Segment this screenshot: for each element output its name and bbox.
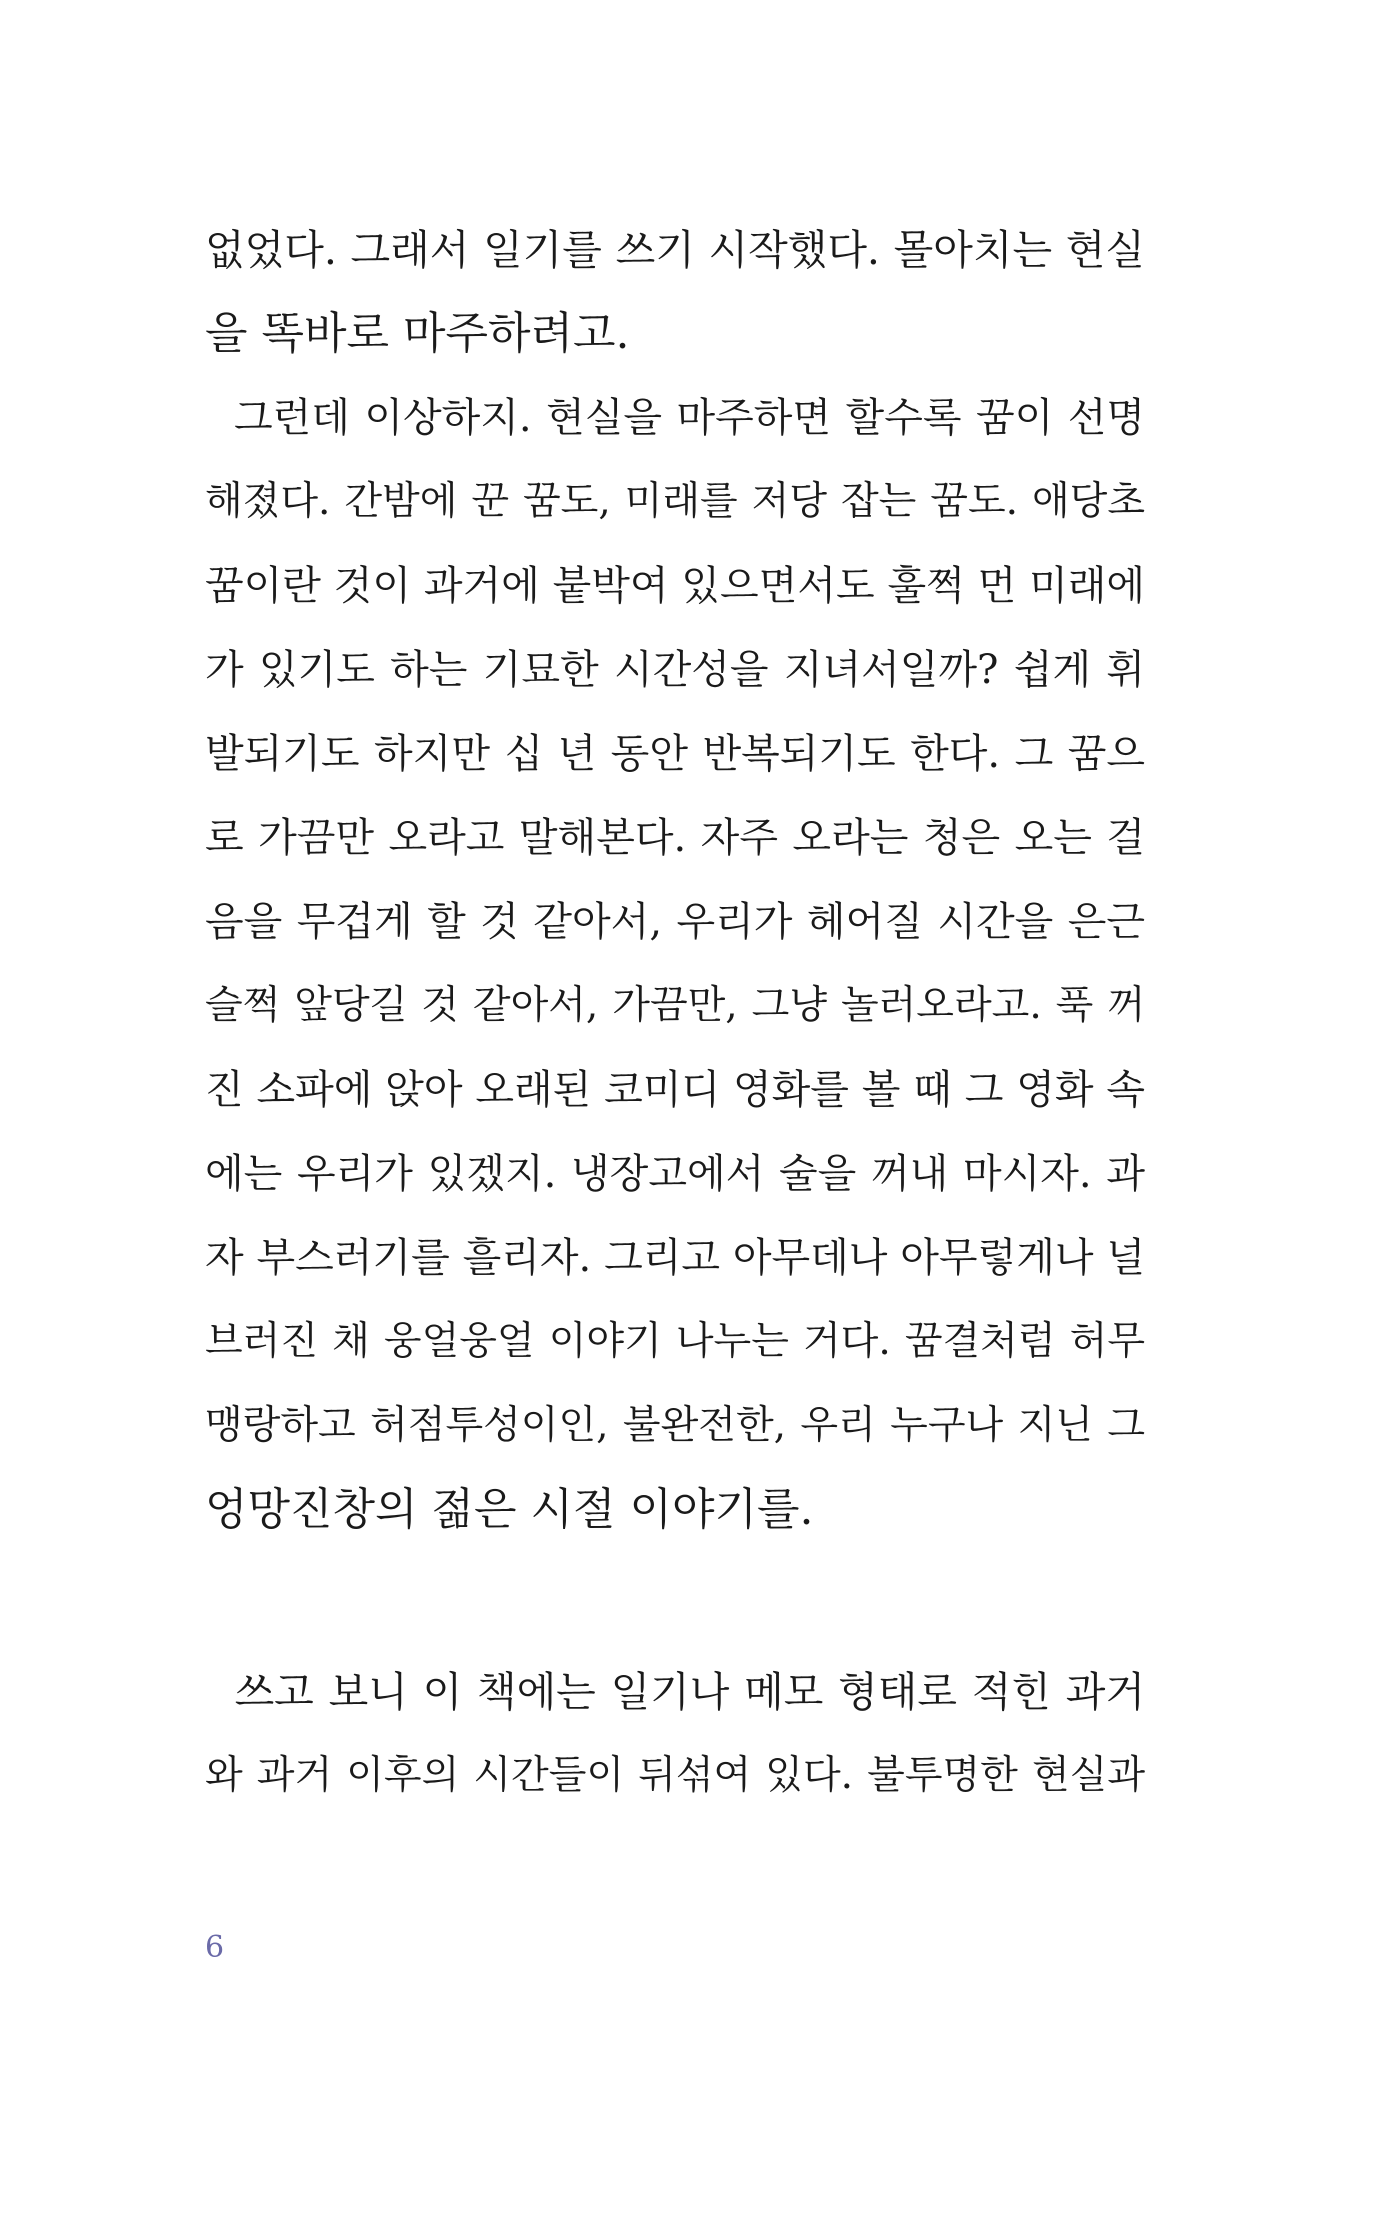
text-line: 맹랑하고 허점투성이인, 불완전한, 우리 누구나 지닌 그 [205,1403,1145,1448]
text-line: 진 소파에 앉아 오래된 코미디 영화를 볼 때 그 영화 속 [205,1067,1145,1113]
text-line: 가 있기도 하는 기묘한 시간성을 지녀서일까? 쉽게 휘 [205,647,1145,693]
text-line: 로 가끔만 오라고 말해본다. 자주 오라는 청은 오는 걸 [205,815,1145,861]
text-line: 자 부스러기를 흘리자. 그리고 아무데나 아무렇게나 널 [205,1235,1145,1281]
text-line: 브러진 채 웅얼웅얼 이야기 나누는 거다. 꿈결처럼 허무 [205,1319,1145,1364]
text-line: 없었다. 그래서 일기를 쓰기 시작했다. 몰아치는 현실 [205,226,1145,274]
text-line: 꿈이란 것이 과거에 붙박여 있으면서도 훌쩍 먼 미래에 [205,563,1145,609]
page-number: 6 [205,1930,225,1965]
text-line: 을 똑바로 마주하려고. [205,308,630,359]
text-line: 슬쩍 앞당길 것 같아서, 가끔만, 그냥 놀러오라고. 푹 꺼 [205,983,1145,1028]
text-line: 그런데 이상하지. 현실을 마주하면 할수록 꿈이 선명 [205,395,1145,441]
text-line: 해졌다. 간밤에 꾼 꿈도, 미래를 저당 잡는 꿈도. 애당초 [205,479,1145,524]
text-line: 엉망진창의 젊은 시절 이야기를. [205,1484,814,1535]
text-line: 쓰고 보니 이 책에는 일기나 메모 형태로 적힌 과거 [205,1668,1145,1716]
text-line: 발되기도 하지만 십 년 동안 반복되기도 한다. 그 꿈으 [205,731,1145,777]
text-line: 음을 무겁게 할 것 같아서, 우리가 헤어질 시간을 은근 [205,899,1145,945]
paragraph-block-1 [205,208,1145,1552]
text-line: 에는 우리가 있겠지. 냉장고에서 술을 꺼내 마시자. 과 [205,1151,1145,1197]
text-line: 와 과거 이후의 시간들이 뒤섞여 있다. 불투명한 현실과 [205,1753,1145,1798]
paragraph-block-2 [205,1650,1145,1818]
